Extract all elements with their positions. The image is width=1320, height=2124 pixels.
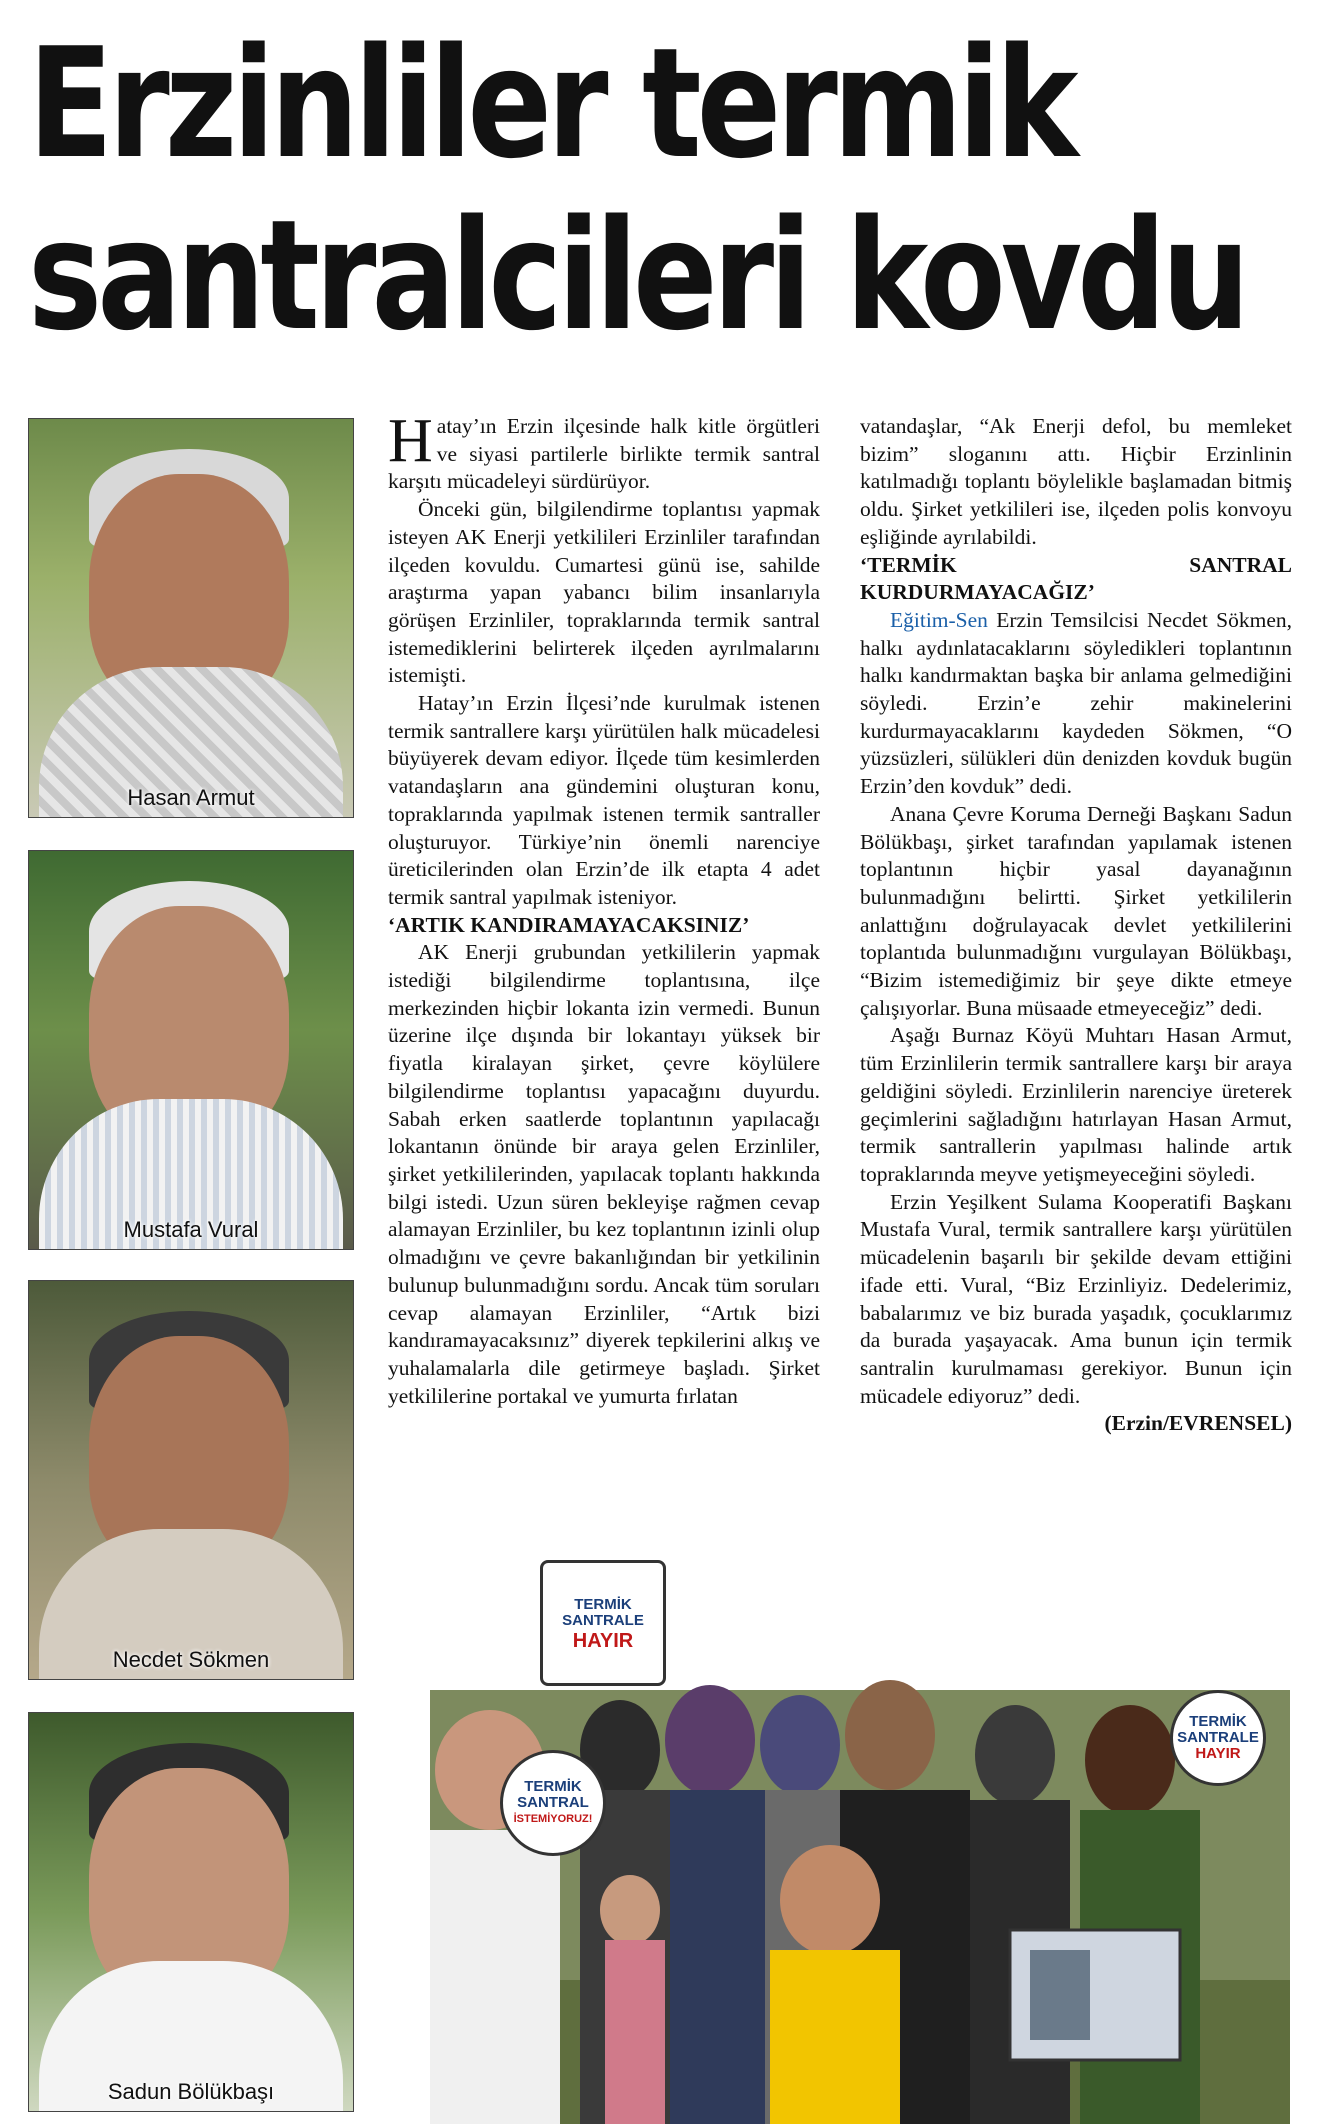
photo-caption: Hasan Armut [127, 785, 255, 810]
photo-necdet-sokmen [28, 1280, 354, 1680]
sign-text: SANTRALE [562, 1612, 644, 1629]
paragraph: Aşağı Burnaz Köyü Muhtarı Hasan Armut, tüm Erzinlilerin termik santrallere karşı bir araya geldiğini söyledi. Erzinlilerin narenciye üreterek geçimlerini sağladığını hatırlayan Hasan Armut, termik santrallerin yapılması halinde artık topraklarında meyve yetişmeyeceğini söyledi. [860, 1023, 1292, 1186]
photo-caption: Necdet Sökmen [112, 1647, 270, 1672]
headline [28, 15, 1246, 364]
sign-text: SANTRALE [1177, 1729, 1259, 1746]
sign-text: HAYIR [1195, 1745, 1241, 1762]
sign-text: TERMİK [574, 1596, 632, 1613]
subheading: ‘ARTIK KANDIRAMAYACAKSINIZ’ [388, 912, 750, 937]
protest-photo [370, 1540, 1300, 2124]
subheading: ‘TERMİK SANTRAL KURDURMAYACAĞIZ’ [860, 552, 1292, 605]
highlighted-text: Eğitim-Sen [890, 607, 988, 632]
paragraph: Eğitim-Sen Erzin Temsilcisi Necdet Sökmen, halkı aydınlatacaklarını söyledikleri toplantının halkı kandırmaktan başka bir anlama gelmediğini söyledi. Erzin’e zehir makinelerini kurdurmayacaklarını kaydeden Sökmen, “O yüzsüzleri, sülükleri dün denizden kovduk bugün Erzin’den kovduk” dedi. [860, 607, 1292, 799]
article-column-3 [860, 413, 1292, 1438]
drop-cap: H [388, 407, 433, 475]
article-column-2 [388, 407, 820, 1410]
photo-caption: Sadun Bölükbaşı [107, 2079, 275, 2104]
paragraph: Hatay’ın Erzin İlçesi’nde kurulmak istenen termik santrallere karşı yürütülen halk mücadelesi büyüyerek devam ediyor. İlçede tüm kesimlerden vatandaşların ana gündemini oluşturan konu, topraklarında yapılmak istenen termik santraller oluşturuyor. Türkiye’nin önemli narenciye üreticilerinden olan Erzin’de ilk etapta 4 adet termik santral yapılmak isteniyor. [388, 691, 820, 909]
photo-mustafa-vural [28, 850, 354, 1250]
paragraph: vatandaşlar, “Ak Enerji defol, bu memleket bizim” sloganını attı. Hiçbir Erzinlinin katılmadığı toplantı böylelikle başlamadan bitmiş oldu. Şirket yetkilileri ise, ilçeden polis konvoyu eşliğinde ayrılabildi. [860, 414, 1292, 549]
sign-text: TERMİK [1189, 1713, 1247, 1730]
sign-text: HAYIR [572, 1630, 634, 1652]
byline: (Erzin/EVRENSEL) [1104, 1411, 1292, 1436]
sign-text: İSTEMİYORUZ! [513, 1813, 593, 1825]
sign-text: TERMİK [524, 1778, 582, 1795]
paragraph: Erzin Yeşilkent Sulama Kooperatifi Başkanı Mustafa Vural, termik santrallere karşı yürütülen mücadelenin başarılı bir şekilde devam ettiğini ifade etti. Vural, “Biz Erzinliyiz. Dedelerimiz, babalarımız ve biz burada yaşadık, çocuklarımız da burada yaşayacak. Ama bunun için termik santralin kurulmaması gerekiyor. Bunun için mücadele ediyoruz” dedi. [860, 1189, 1292, 1408]
paragraph: Önceki gün, bilgilendirme toplantısı yapmak isteyen AK Enerji yetkilileri Erzinliler tarafından ilçeden kovuldu. Cumartesi günü ise, sahilde araştırma yapan yabancı bilim insanlarıyla görüşen Erzinliler, topraklarında termik santral istemediklerini belirterek ilçeden ayrılmalarını istemişti. [388, 497, 820, 688]
protest-sign-right [1170, 1690, 1266, 1786]
photo-sadun-bolukbasi [28, 1712, 354, 2112]
photo-hasan-armut [28, 418, 354, 818]
protest-sign-round [500, 1750, 606, 1856]
paragraph: AK Enerji grubundan yetkililerin yapmak istediği bilgilendirme toplantısına, ilçe merkezinden hiçbir lokanta izin vermedi. Bunun üzerine ilçe dışında bir lokantayı yüksek bir fiyatla kiralayan şirket, çevre köylülere bilgilendirme toplantısı yapacağını duyurdu. Sabah erken saatlerde toplantının yapılacağı lokantanın önünde bir araya gelen Erzinliler, şirket yetkililerinden, yapılacak toplantı hakkında bilgi istedi. Uzun süren bekleyişe rağmen cevap alamayan Erzinliler, bu kez toplantının izinli olup olmadığını ve çevre bakanlığından bir yetkilinin bulunup bulunmadığını sordu. Ancak tüm soruları cevap alamayan Erzinliler, “Artık bizi kandıramayacaksınız” diyerek tepkilerini alkış ve yuhalamalarla dile getirmeye başladı. Şirket yetkililerine portakal ve yumurta fırlatan [388, 940, 820, 1408]
paragraph: Anana Çevre Koruma Derneği Başkanı Sadun Bölükbaşı, şirket tarafından yapılamak istenen toplantının hiçbir yasal dayanağının bulunmadığını belirtti. Şirket yetkililerin anlattığını doğrulayacak devlet yetkililerini toplantıda bulunmadığını vurgulayan Bölükbaşı, “Bizim istemediğimiz bir şeye dikte etmeye çalışıyorlar. Buna müsaade etmeyeceğiz” dedi. [860, 801, 1292, 1020]
headline-line-1: Erzinliler termik [28, 15, 1074, 192]
protest-sign-main [540, 1560, 666, 1686]
photo-caption: Mustafa Vural [123, 1217, 259, 1242]
sign-text: SANTRAL [517, 1794, 589, 1811]
lead-paragraph: Hatay’ın Erzin ilçesinde halk kitle örgütleri ve siyasi partilerle birlikte termik santral karşıtı mücadeleyi sürdürüyor. [388, 407, 820, 494]
headline-line-2: santralcileri kovdu [28, 187, 1246, 364]
